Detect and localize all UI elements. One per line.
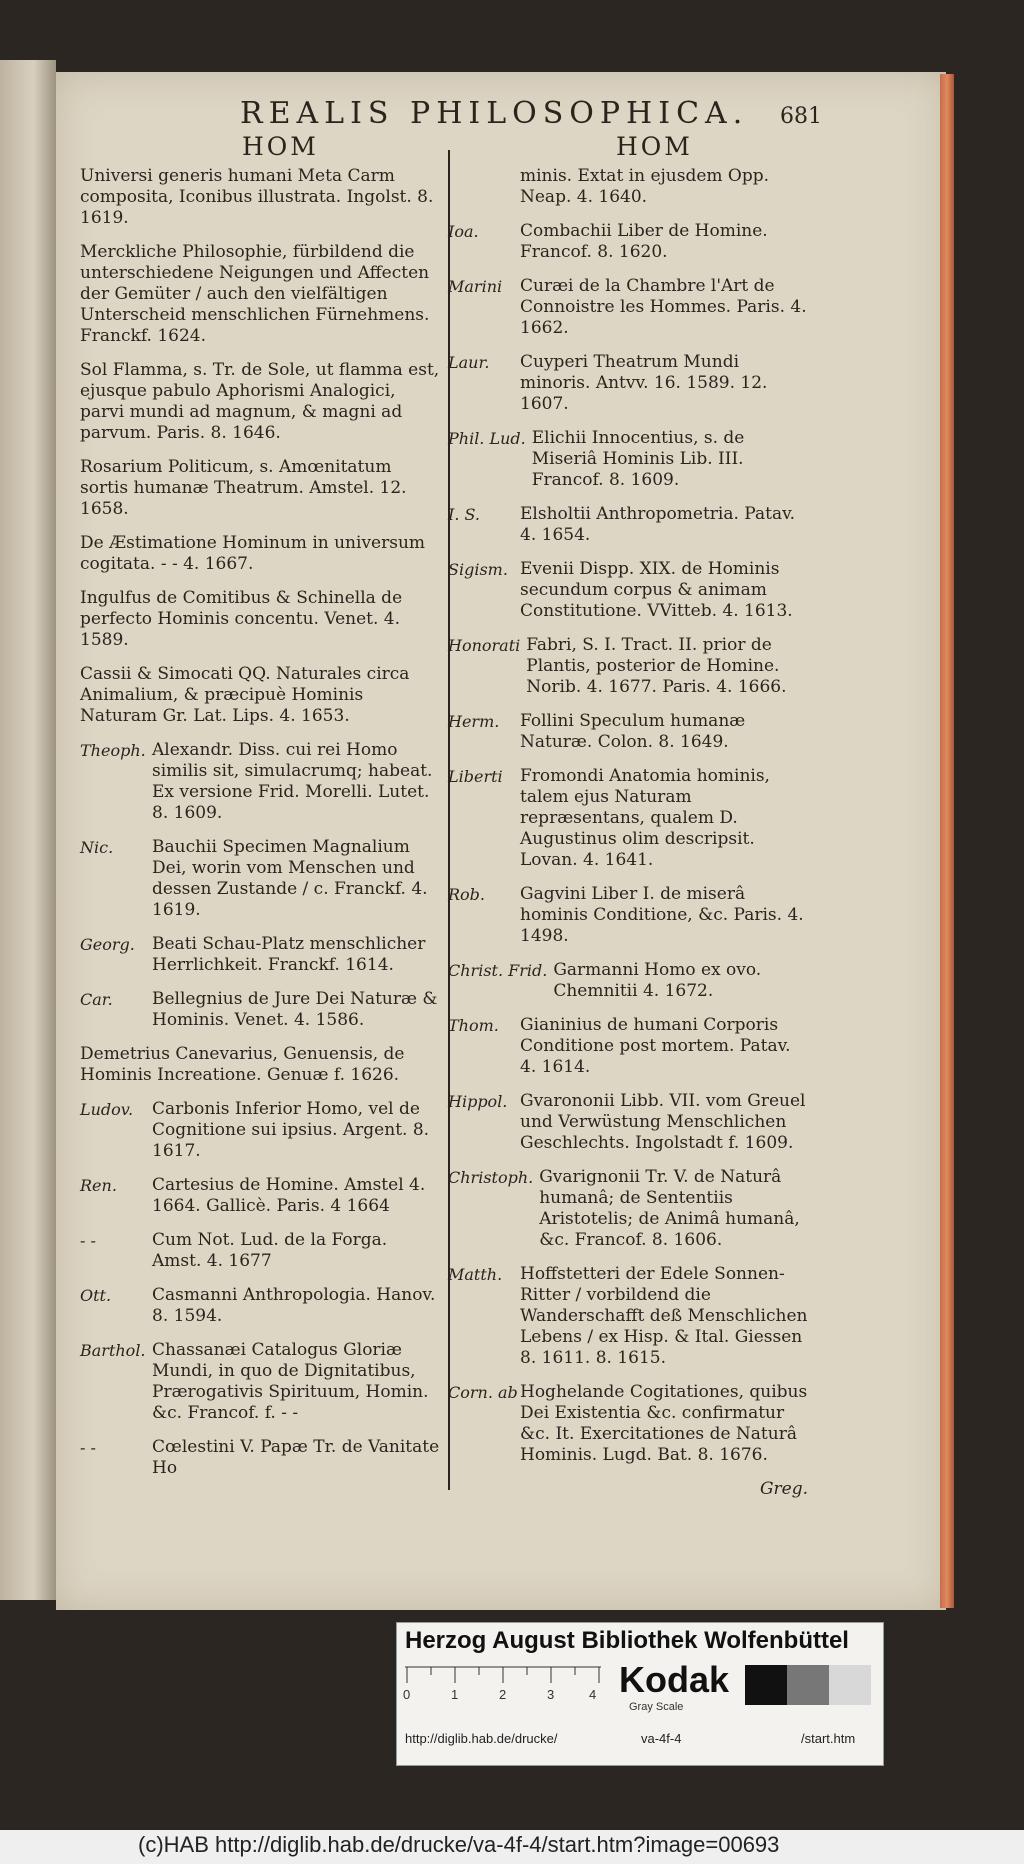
url-middle: va-4f-4 <box>641 1731 682 1746</box>
list-item: Ludov. Carbonis Inferior Homo, vel de Cognitione sui ipsius. Argent. 8. 1617. <box>80 1099 430 1161</box>
list-item: Matth. Hoffstetteri der Edele Sonnen-Ritter / vorbildend die Wanderschafft deß Menschlichen Lebens / ex Hisp. & Ital. Giessen 8. 1611. 8. 1615. <box>448 1264 808 1368</box>
list-item: Ott. Casmanni Anthropologia. Hanov. 8. 1594. <box>80 1285 436 1326</box>
list-item: Christ. Frid. Garmanni Homo ex ovo. Chemnitii 4. 1672. <box>448 960 762 1001</box>
gray-swatch-light <box>829 1665 871 1705</box>
catchword: Greg. <box>759 1479 808 1499</box>
ruler-label: 1 <box>451 1687 459 1702</box>
right-column-header: HOM <box>616 132 693 161</box>
list-item: Barthol. Chassanæi Catalogus Gloriæ Mundi, in quo de Dignitatibus, Prærogativis Spirituum, Homin. &c. Francof. f. - - <box>80 1340 429 1423</box>
list-item: Theoph. Alexandr. Diss. cui rei Homo similis sit, simulacrumq; habeat. Ex versione Frid. Morelli. Lutet. 8. 1609. <box>80 740 433 823</box>
page-red-edge <box>940 74 954 1608</box>
list-item: Ingulfus de Comitibus & Schinella de perfecto Hominis concentu. Venet. 4. 1589. <box>80 588 403 650</box>
list-item: Liberti Fromondi Anatomia hominis, talem ejus Naturam repræsentans, qualem D. Augustinus olim descripsit. Lovan. 4. 1641. <box>448 766 770 870</box>
running-head: REALIS PHILOSOPHICA. <box>240 96 749 131</box>
list-item: Ioa. Combachii Liber de Homine. Francof. 8. 1620. <box>448 221 768 262</box>
list-item: De Æstimatione Hominum in universum cogitata. - - 4. 1667. <box>80 533 426 574</box>
page-number: 681 <box>780 104 822 129</box>
ruler-label: 0 <box>403 1687 411 1702</box>
footer-copyright: (c)HAB http://diglib.hab.de/drucke/va-4f-4/start.htm?image=00693 <box>138 1832 780 1857</box>
list-item: Ren. Cartesius de Homine. Amstel 4. 1664. Gallicè. Paris. 4 1664 <box>80 1175 426 1216</box>
library-name: Herzog August Bibliothek Wolfenbüttel <box>405 1627 849 1654</box>
ruler-label: 2 <box>499 1687 507 1702</box>
previous-page-edge <box>0 60 56 1600</box>
library-color-strip <box>396 1622 884 1766</box>
list-item: Car. Bellegnius de Jure Dei Naturæ & Hominis. Venet. 4. 1586. <box>80 989 438 1030</box>
kodak-brand: Kodak <box>619 1659 730 1700</box>
list-item: Thom. Gianinius de humani Corporis Conditione post mortem. Patav. 4. 1614. <box>448 1015 791 1077</box>
gray-swatch-black <box>745 1665 787 1705</box>
list-item: - - Cum Not. Lud. de la Forga. Amst. 4. 1677 <box>80 1230 388 1271</box>
url-left: http://diglib.hab.de/drucke/ <box>405 1731 558 1746</box>
list-item: Georg. Beati Schau-Platz menschlicher Herrlichkeit. Franckf. 1614. <box>80 934 426 975</box>
url-right: /start.htm <box>801 1731 856 1746</box>
list-item: Christoph. Gvarignonii Tr. V. de Naturâ humanâ; de Sententiis Aristotelis; de Animâ humanâ, &c. Francof. 8. 1606. <box>448 1167 800 1250</box>
list-item: Nic. Bauchii Specimen Magnalium Dei, worin vom Menschen und dessen Zustande / c. Franckf. 4. 1619. <box>80 837 428 920</box>
right-column <box>448 166 808 1513</box>
list-item: Hippol. Gvarononii Libb. VII. vom Greuel und Verwüstung Menschlichen Geschlechts. Ingolstadt f. 1609. <box>448 1091 806 1153</box>
list-item: Cassii & Simocati QQ. Naturales circa Animalium, & præcipuè Hominis Naturam Gr. Lat. Lips. 4. 1653. <box>80 664 410 726</box>
list-item: Phil. Lud. Elichii Innocentius, s. de Miseriâ Hominis Lib. III. Francof. 8. 1609. <box>448 428 745 490</box>
footer-bar <box>0 1830 1024 1864</box>
list-item: Rosarium Politicum, s. Amœnitatum sortis humanæ Theatrum. Amstel. 12. 1658. <box>80 457 407 519</box>
list-item: I. S. Elsholtii Anthropometria. Patav. 4. 1654. <box>448 504 796 545</box>
list-item: Rob. Gagvini Liber I. de miserâ hominis Conditione, &c. Paris. 4. 1498. <box>448 884 804 946</box>
ruler-label: 4 <box>589 1687 597 1702</box>
list-item: minis. Extat in ejusdem Opp. Neap. 4. 1640. <box>520 166 770 207</box>
list-item: Honorati Fabri, S. I. Tract. II. prior de Plantis, posterior de Homine. Norib. 4. 1677. Paris. 4. 1666. <box>448 635 787 697</box>
left-column <box>80 166 440 1492</box>
list-item: Merckliche Philosophie, fürbildend die unterschiedene Neigungen und Affecten der Gemüter / auch den vielfältigen Unterscheid menschlichen Fürnehmens. Franckf. 1624. <box>80 242 430 346</box>
list-item: Sol Flamma, s. Tr. de Sole, ut flamma est, ejusque pabulo Aphorismi Analogici, parvi mundi ad magnum, & magni ad parvum. Paris. 8. 1646. <box>80 360 440 443</box>
list-item: - - Cœlestini V. Papæ Tr. de Vanitate Ho <box>80 1437 440 1478</box>
ruler-label: 3 <box>547 1687 555 1702</box>
list-item: Demetrius Canevarius, Genuensis, de Hominis Increatione. Genuæ f. 1626. <box>80 1044 405 1085</box>
list-item: Sigism. Evenii Dispp. XIX. de Hominis secundum corpus & animam Constitutione. VVitteb. 4. 1613. <box>448 559 793 621</box>
gray-scale-label: Gray Scale <box>629 1701 684 1713</box>
gray-swatch-mid <box>787 1665 829 1705</box>
list-item: Universi generis humani Meta Carm composita, Iconibus illustrata. Ingolst. 8. 1619. <box>80 166 434 228</box>
left-column-header: HOM <box>242 132 319 161</box>
list-item: Herm. Follini Speculum humanæ Naturæ. Colon. 8. 1649. <box>448 711 746 752</box>
list-item: Marini Curæi de la Chambre l'Art de Connoistre les Hommes. Paris. 4. 1662. <box>448 276 807 338</box>
list-item: Laur. Cuyperi Theatrum Mundi minoris. Antvv. 16. 1589. 12. 1607. <box>448 352 768 414</box>
list-item: Corn. ab Hoghelande Cogitationes, quibus Dei Existentia &c. confirmatur &c. It. Exercitationes de Naturâ Hominis. Lugd. Bat. 8. 1676. <box>448 1382 808 1465</box>
